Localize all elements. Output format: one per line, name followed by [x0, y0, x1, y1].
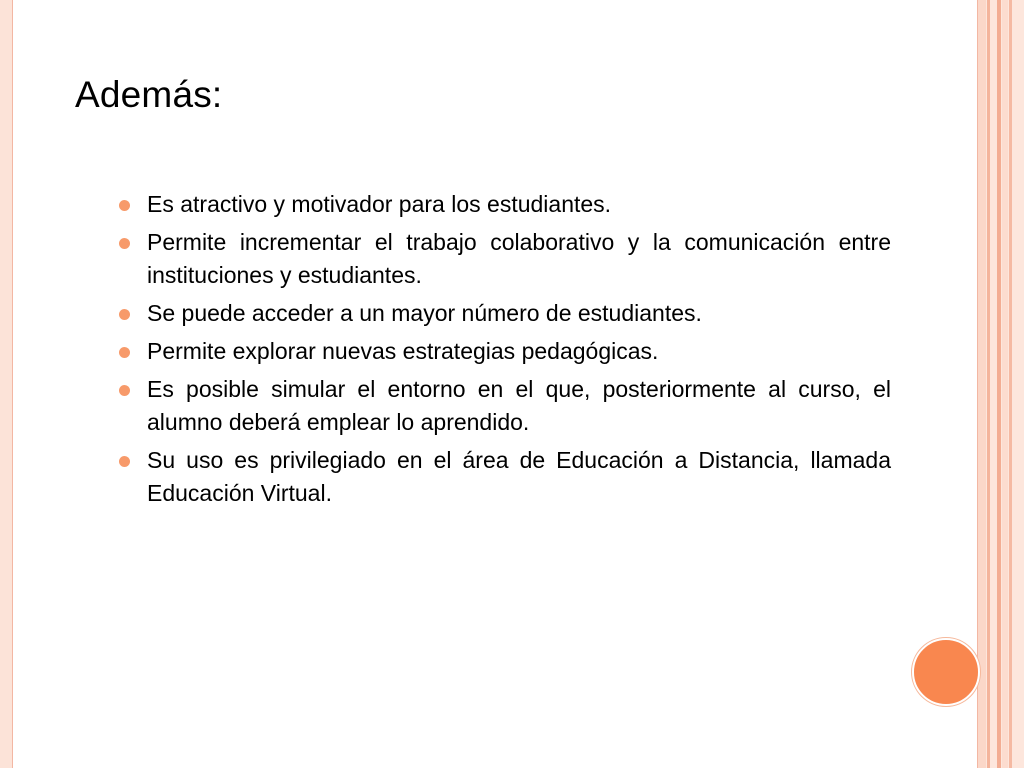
bullet-item	[119, 335, 891, 368]
right-border-line	[991, 0, 996, 768]
bullet-text: Es posible simular el entorno en el que, posteriormente al curso, el alumno deberá emplear lo aprendido.	[147, 376, 891, 435]
bullet-text: Permite incrementar el trabajo colaborativo y la comunicación entre instituciones y estudiantes.	[147, 229, 891, 288]
slide-title: Además:	[75, 74, 223, 115]
right-border-line	[1002, 0, 1008, 768]
right-border-line	[1009, 0, 1012, 768]
bullet-list	[119, 188, 891, 515]
right-border-line	[978, 0, 986, 768]
bullet-dot-icon	[119, 347, 130, 358]
bullet-text: Permite explorar nuevas estrategias pedagógicas.	[147, 338, 659, 364]
right-border-line	[987, 0, 990, 768]
bullet-text: Se puede acceder a un mayor número de estudiantes.	[147, 300, 702, 326]
content-panel	[12, 0, 978, 768]
bullet-dot-icon	[119, 309, 130, 320]
right-border-line	[1013, 0, 1024, 768]
bullet-dot-icon	[119, 238, 130, 249]
bullet-item	[119, 188, 891, 221]
bullet-item	[119, 444, 891, 510]
bullet-item	[119, 297, 891, 330]
bullet-text: Su uso es privilegiado en el área de Educación a Distancia, llamada Educación Virtual.	[147, 447, 891, 506]
bullet-dot-icon	[119, 200, 130, 211]
bullet-dot-icon	[119, 385, 130, 396]
bullet-item	[119, 373, 891, 439]
decorative-circle-icon	[912, 638, 980, 706]
bullet-item	[119, 226, 891, 292]
right-border-line	[997, 0, 1001, 768]
bullet-text: Es atractivo y motivador para los estudiantes.	[147, 191, 612, 217]
bullet-dot-icon	[119, 456, 130, 467]
